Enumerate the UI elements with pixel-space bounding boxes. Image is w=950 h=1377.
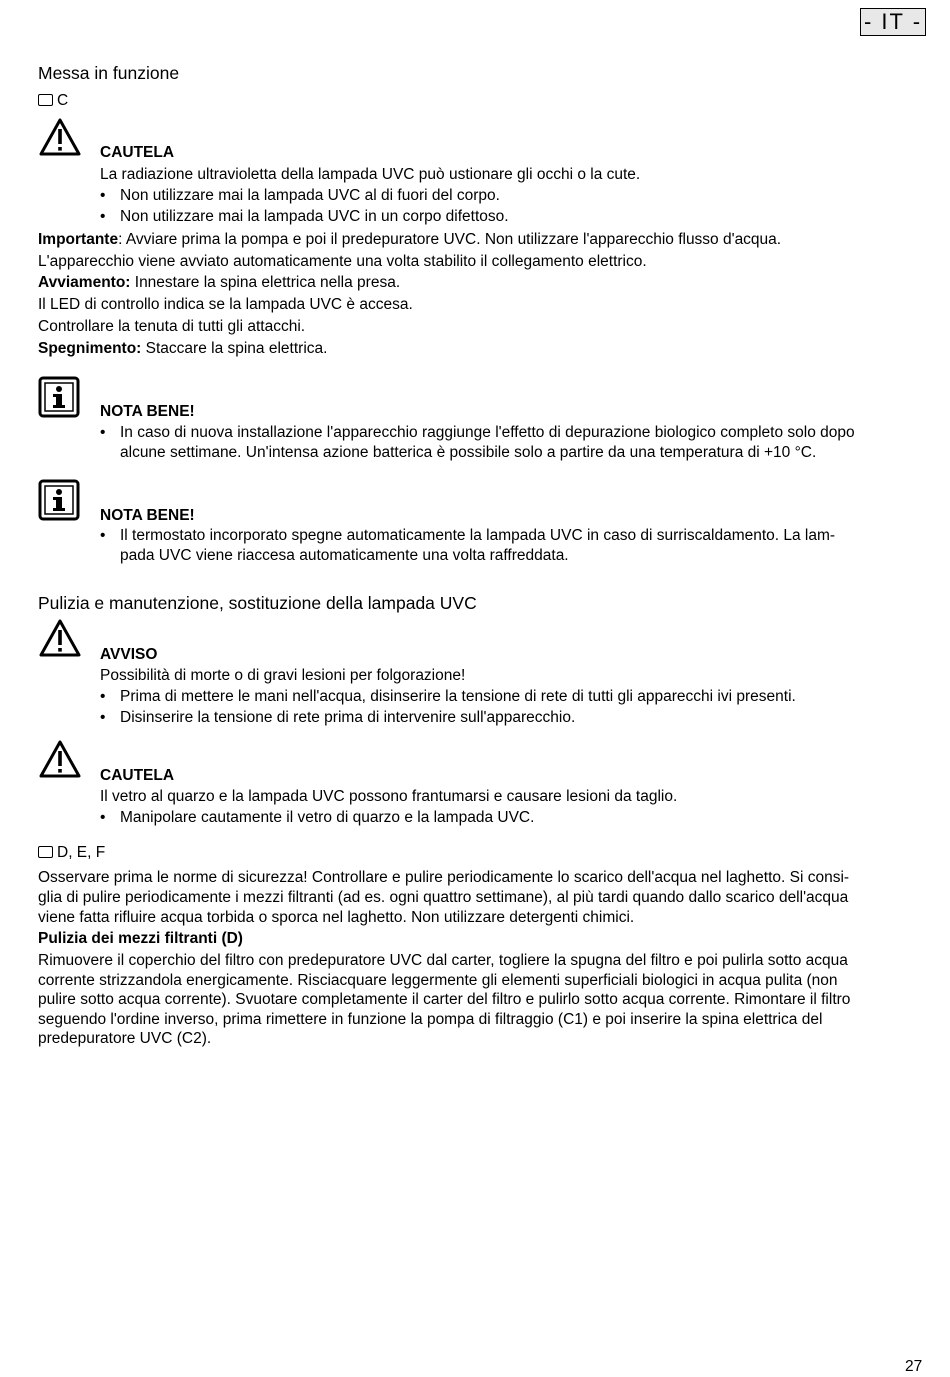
section-title-messa-in-funzione: Messa in funzione — [38, 63, 180, 83]
note-heading: NOTA BENE! — [100, 507, 195, 524]
paragraph-line: corrente strizzandola energicamente. Risciacquare leggermente gli elementi superficiali biologici in acqua pulita (non — [38, 972, 838, 989]
figure-box-icon — [38, 846, 53, 858]
caution-text: La radiazione ultravioletta della lampada UVC può ustionare gli occhi o la cute. — [100, 166, 641, 183]
paragraph-line: Rimuovere il coperchio del filtro con predepuratore UVC dal carter, togliere la spugna del filtro e poi pulirla sotto acqua — [38, 952, 848, 969]
paragraph-importante: Importante: Avviare prima la pompa e poi il predepuratore UVC. Non utilizzare l'apparecchio flusso d'acqua. — [38, 231, 782, 248]
paragraph-avviamento: Avviamento: Innestare la spina elettrica nella presa. — [38, 274, 401, 291]
subheading: Pulizia dei mezzi filtranti (D) — [38, 930, 243, 947]
paragraph-line: Osservare prima le norme di sicurezza! Controllare e pulire periodicamente lo scarico dell'acqua nel laghetto. Si consi- — [38, 869, 850, 886]
info-icon — [38, 479, 80, 521]
paragraph-line: viene fatta rifluire acqua torbida o sporca nel laghetto. Non utilizzare detergenti chimici. — [38, 909, 635, 926]
paragraph: Il LED di controllo indica se la lampada UVC è accesa. — [38, 296, 413, 313]
paragraph: Controllare la tenuta di tutti gli attacchi. — [38, 318, 306, 335]
paragraph-line: seguendo l'ordine inverso, prima rimettere in funzione la pompa di filtraggio (C1) e poi inserire la spina elettrica del — [38, 1011, 823, 1028]
figure-reference: C — [38, 90, 68, 111]
paragraph-line: glia di pulire periodicamente i mezzi filtranti (ad es. ogni quattro settimane), al più tardi quando dallo scarico dell'acqua — [38, 889, 849, 906]
figure-reference: D, E, F — [38, 842, 105, 863]
note-heading: NOTA BENE! — [100, 403, 195, 420]
paragraph-line: pulire sotto acqua corrente). Svuotare completamente il carter del filtro e pulirlo sotto acqua corrente. Rimontare il filtro — [38, 991, 851, 1008]
caution-heading: CAUTELA — [100, 144, 175, 161]
figure-box-icon — [38, 94, 53, 106]
warning-triangle-icon — [38, 739, 82, 779]
list-item-continuation: alcune settimane. Un'intensa azione batterica è possibile solo a partire da una temperatura di +10 °C. — [120, 444, 817, 461]
section-title-pulizia: Pulizia e manutenzione, sostituzione della lampada UVC — [38, 593, 477, 613]
language-tab: - IT - — [860, 8, 926, 36]
warning-triangle-icon — [38, 618, 82, 658]
info-icon — [38, 376, 80, 418]
warning-triangle-icon — [38, 117, 82, 157]
page-number: 27 — [905, 1358, 923, 1375]
caution-heading: CAUTELA — [100, 767, 175, 784]
paragraph-spegnimento: Spegnimento: Staccare la spina elettrica. — [38, 340, 328, 357]
warning-heading: AVVISO — [100, 646, 158, 663]
warning-text: Possibilità di morte o di gravi lesioni per folgorazione! — [100, 667, 466, 684]
list-item-continuation: pada UVC viene riaccesa automaticamente una volta raffreddata. — [120, 547, 569, 564]
paragraph-line: predepuratore UVC (C2). — [38, 1030, 212, 1047]
paragraph: L'apparecchio viene avviato automaticamente una volta stabilito il collegamento elettrico. — [38, 253, 647, 270]
caution-text: Il vetro al quarzo e la lampada UVC possono frantumarsi e causare lesioni da taglio. — [100, 788, 678, 805]
